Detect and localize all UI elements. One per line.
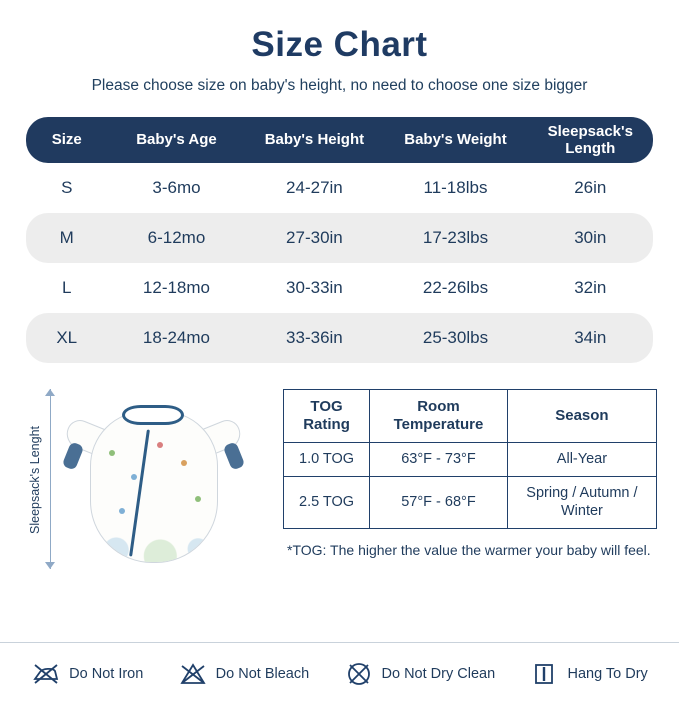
tog-section [273, 389, 657, 569]
hang-to-dry-icon [529, 659, 559, 689]
tog-header-row [284, 390, 657, 443]
measure-arrow-icon [44, 389, 58, 569]
tog-cell-temp: 57°F - 68°F [370, 477, 508, 529]
tog-column-rating: TOG Rating [284, 390, 370, 443]
tog-column-season: Season [507, 390, 656, 443]
care-label: Do Not Iron [69, 665, 144, 682]
cell-age: 12-18mo [142, 278, 211, 298]
cell-height: 33-36in [286, 328, 343, 348]
table-row [26, 263, 653, 313]
page-title: Size Chart [251, 25, 428, 64]
cell-size: S [61, 178, 73, 198]
size-table [26, 117, 653, 363]
care-instructions-bar [0, 642, 679, 704]
column-header-age: Baby's Age [136, 131, 217, 149]
cell-weight: 17-23lbs [422, 228, 489, 248]
lower-section [0, 389, 679, 569]
care-item-do-not-iron [31, 659, 143, 689]
table-header-row [26, 117, 653, 163]
cell-length: 30in [574, 228, 607, 248]
column-header-length: Sleepsack's Length [547, 122, 633, 157]
column-header-height: Baby's Height [264, 131, 365, 149]
cell-length: 34in [574, 328, 607, 348]
cuff-right [223, 441, 246, 470]
cell-height: 30-33in [286, 278, 343, 298]
care-label: Do Not Bleach [215, 665, 310, 682]
product-image-block [18, 389, 273, 569]
cell-size: L [62, 278, 72, 298]
cell-size: M [59, 228, 74, 248]
tog-table [283, 389, 657, 529]
cell-weight: 25-30lbs [422, 328, 489, 348]
table-row [26, 163, 653, 213]
size-chart-page [0, 25, 679, 704]
cuff-left [62, 441, 85, 470]
tog-cell-season: Spring / Autumn / Winter [507, 477, 656, 529]
sleepsack-body [90, 411, 218, 563]
tog-note: *TOG: The higher the value the warmer your baby will feel. [287, 542, 651, 559]
cell-height: 24-27in [286, 178, 343, 198]
column-header-weight: Baby's Weight [404, 131, 507, 149]
tog-cell-season: All-Year [507, 443, 656, 477]
tog-table-row [284, 477, 657, 529]
tog-cell-rating: 2.5 TOG [284, 477, 370, 529]
cell-size: XL [56, 328, 78, 348]
do-not-iron-icon [31, 659, 61, 689]
cell-age: 18-24mo [142, 328, 211, 348]
cell-age: 3-6mo [152, 178, 201, 198]
measurement-label: Sleepsack's Lenght [28, 425, 42, 534]
care-label: Do Not Dry Clean [381, 665, 496, 682]
cell-length: 32in [574, 278, 607, 298]
tog-cell-rating: 1.0 TOG [284, 443, 370, 477]
tog-table-row [284, 443, 657, 477]
tog-column-temp: Room Temperature [370, 390, 508, 443]
do-not-dry-clean-icon [344, 659, 374, 689]
care-item-do-not-dry-clean [344, 659, 496, 689]
care-item-do-not-bleach [178, 659, 310, 689]
cell-weight: 11-18lbs [423, 178, 488, 198]
cell-weight: 22-26lbs [422, 278, 489, 298]
column-header-size: Size [51, 131, 82, 149]
cell-length: 26in [574, 178, 607, 198]
tog-cell-temp: 63°F - 73°F [370, 443, 508, 477]
care-item-hang-to-dry [529, 659, 647, 689]
sleepsack-illustration [66, 389, 241, 569]
cell-height: 27-30in [286, 228, 343, 248]
page-subtitle: Please choose size on baby's height, no need to choose one size bigger [91, 77, 588, 94]
collar [122, 405, 184, 425]
table-row [26, 213, 653, 263]
care-label: Hang To Dry [567, 665, 648, 682]
do-not-bleach-icon [178, 659, 208, 689]
cell-age: 6-12mo [147, 228, 206, 248]
table-row [26, 313, 653, 363]
